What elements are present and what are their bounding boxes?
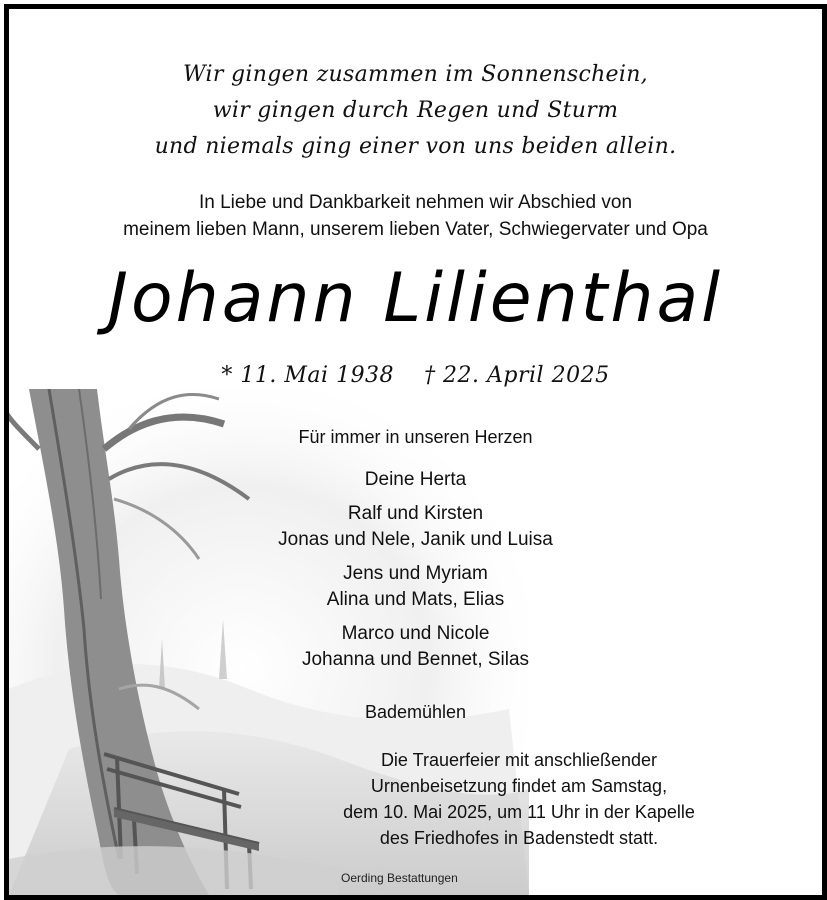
family-line: Marco und Nicole: [341, 623, 490, 644]
family-line: Johanna und Bennet, Silas: [301, 649, 530, 670]
poem: [9, 57, 822, 165]
family-group: [9, 467, 822, 493]
service-info: [309, 747, 729, 851]
service-line: des Friedhofes in Badenstedt statt.: [379, 828, 659, 848]
family-list: [9, 467, 822, 681]
intro-line: meinem lieben Mann, unserem lieben Vater, Schwiegervater und Opa: [123, 219, 708, 240]
family-group: [9, 561, 822, 613]
service-line: dem 10. Mai 2025, um 11 Uhr in der Kapelle: [343, 802, 695, 822]
deceased-name: Johann Lilienthal: [107, 259, 724, 338]
poem-line: wir gingen durch Regen und Sturm: [212, 98, 619, 123]
place: Bademühlen: [364, 702, 467, 722]
poem-line: und niemals ging einer von uns beiden allein.: [154, 134, 677, 159]
family-group: [9, 501, 822, 553]
family-group: [9, 621, 822, 673]
life-dates: [9, 361, 822, 391]
family-line: Alina und Mats, Elias: [326, 589, 505, 610]
service-line: Urnenbeisetzung findet am Samstag,: [370, 776, 668, 796]
family-line: Jens und Myriam: [343, 563, 488, 584]
intro-line: In Liebe und Dankbarkeit nehmen wir Abschied von: [198, 192, 633, 213]
poem-line: Wir gingen zusammen im Sonnenschein,: [183, 62, 648, 87]
intro-text: [9, 189, 822, 243]
death-date: † 22. April 2025: [424, 363, 610, 388]
motto: Für immer in unseren Herzen: [298, 427, 533, 447]
undertaker-credit: Oerding Bestattungen: [341, 871, 458, 885]
service-line: Die Trauerfeier mit anschließender: [380, 750, 658, 770]
family-line: Deine Herta: [364, 469, 467, 490]
obituary-frame: [4, 4, 827, 900]
family-line: Ralf und Kirsten: [347, 503, 484, 524]
family-line: Jonas und Nele, Janik und Luisa: [278, 529, 553, 550]
birth-date: * 11. Mai 1938: [221, 363, 395, 388]
